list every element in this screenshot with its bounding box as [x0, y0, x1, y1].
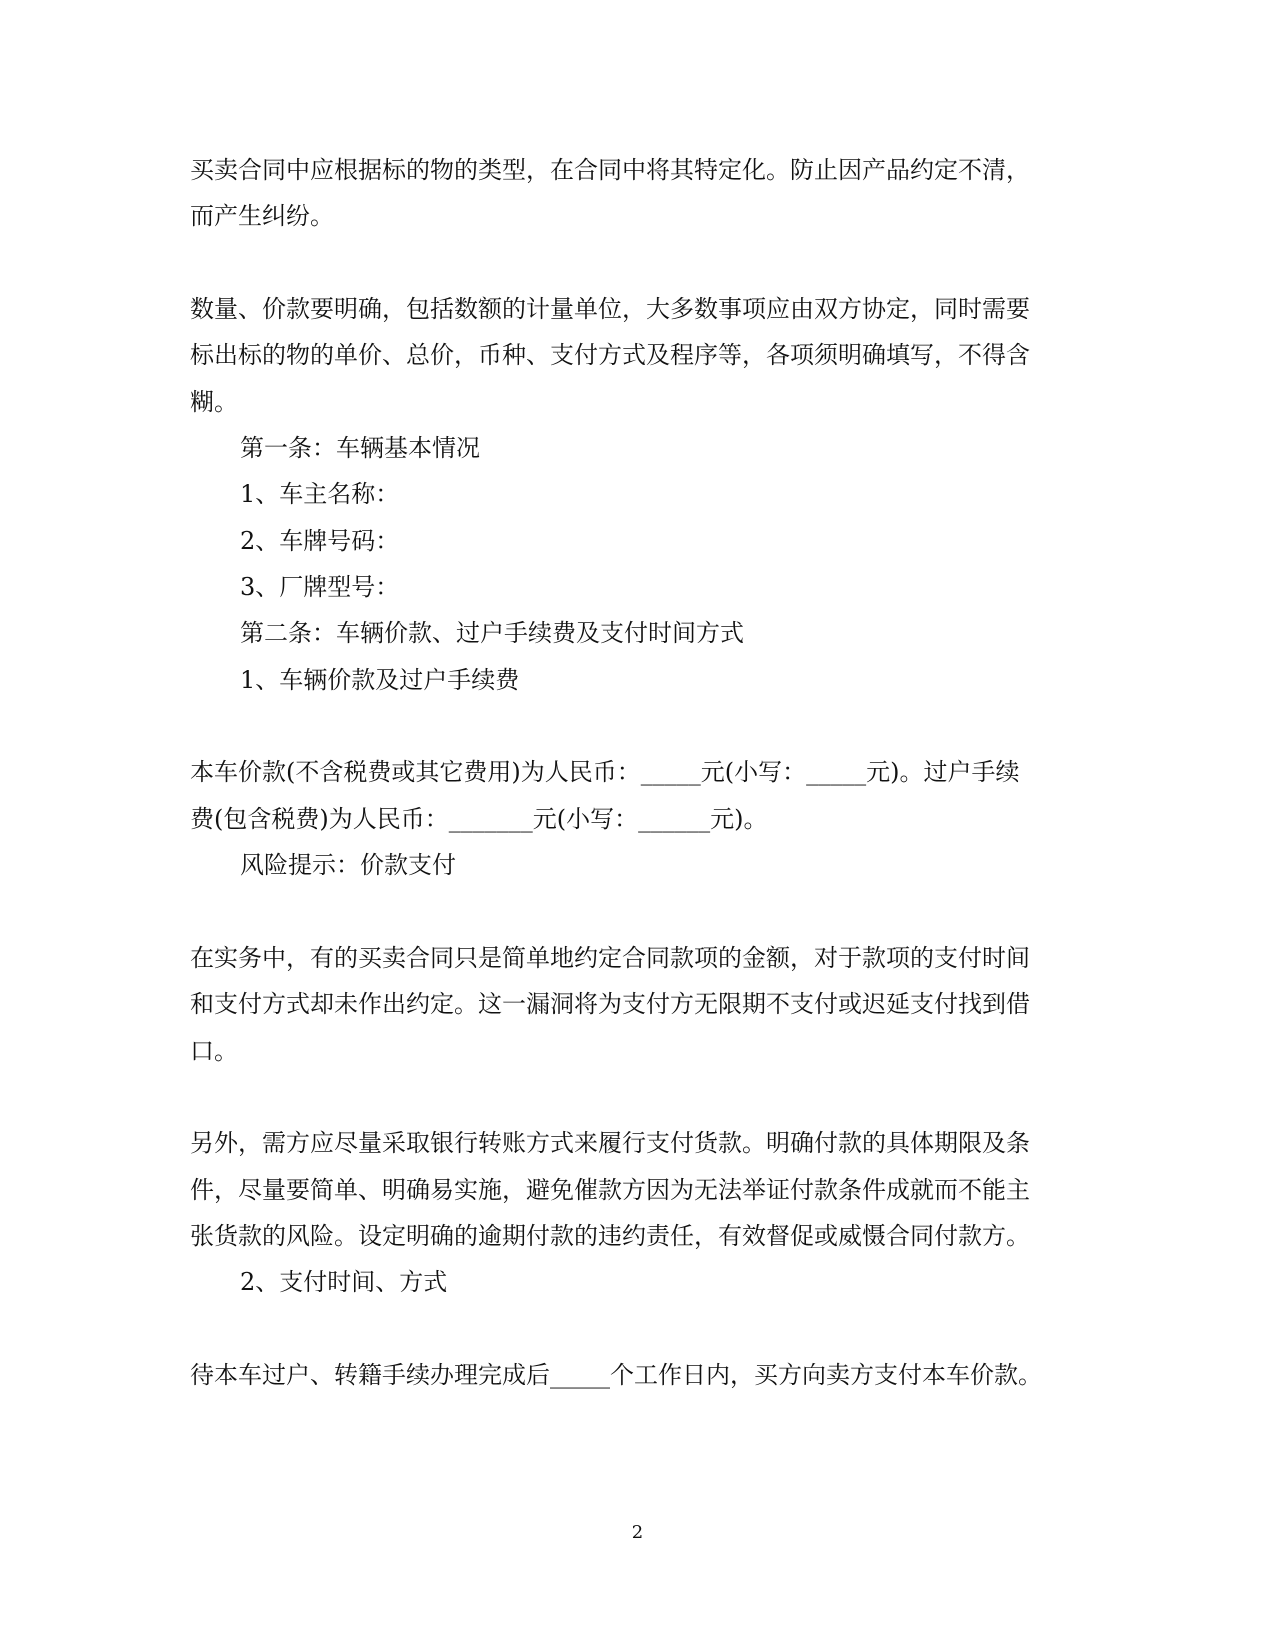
body-text-line: 买卖合同中应根据标的物的类型，在合同中将其特定化。防止因产品约定不清，	[190, 156, 1030, 184]
list-item: 2、支付时间、方式	[240, 1268, 448, 1296]
article-heading: 第一条：车辆基本情况	[240, 434, 480, 462]
body-text-line: 件，尽量要简单、明确易实施，避免催款方因为无法举证付款条件成就而不能主	[190, 1176, 1030, 1204]
body-text-line: 费(包含税费)为人民币：_______元(小写：______元)。	[190, 805, 768, 833]
body-text-line: 糊。	[190, 388, 238, 416]
list-item: 1、车主名称：	[240, 480, 400, 508]
body-text-line: 数量、价款要明确，包括数额的计量单位，大多数事项应由双方协定，同时需要	[190, 295, 1030, 323]
page-number: 2	[631, 1522, 644, 1543]
body-text-line: 另外，需方应尽量采取银行转账方式来履行支付货款。明确付款的具体期限及条	[190, 1129, 1030, 1157]
body-text-line: 口。	[190, 1037, 238, 1065]
list-item: 3、厂牌型号：	[240, 573, 400, 601]
article-heading: 第二条：车辆价款、过户手续费及支付时间方式	[240, 619, 744, 647]
body-text-line: 在实务中，有的买卖合同只是简单地约定合同款项的金额，对于款项的支付时间	[190, 944, 1030, 972]
list-item: 1、车辆价款及过户手续费	[240, 666, 520, 694]
body-text-line: 标出标的物的单价、总价，币种、支付方式及程序等，各项须明确填写，不得含	[190, 341, 1030, 369]
body-text-line: 而产生纠纷。	[190, 202, 334, 230]
list-item: 2、车牌号码：	[240, 527, 400, 555]
body-text-line: 张货款的风险。设定明确的逾期付款的违约责任，有效督促或威慑合同付款方。	[190, 1222, 1030, 1250]
body-text-line: 待本车过户、转籍手续办理完成后_____个工作日内，买方向卖方支付本车价款。	[190, 1361, 1042, 1389]
body-text-line: 和支付方式却未作出约定。这一漏洞将为支付方无限期不支付或迟延支付找到借	[190, 990, 1030, 1018]
risk-note-heading: 风险提示：价款支付	[240, 851, 456, 879]
body-text-line: 本车价款(不含税费或其它费用)为人民币：_____元(小写：_____元)。过户手续	[190, 758, 1020, 786]
